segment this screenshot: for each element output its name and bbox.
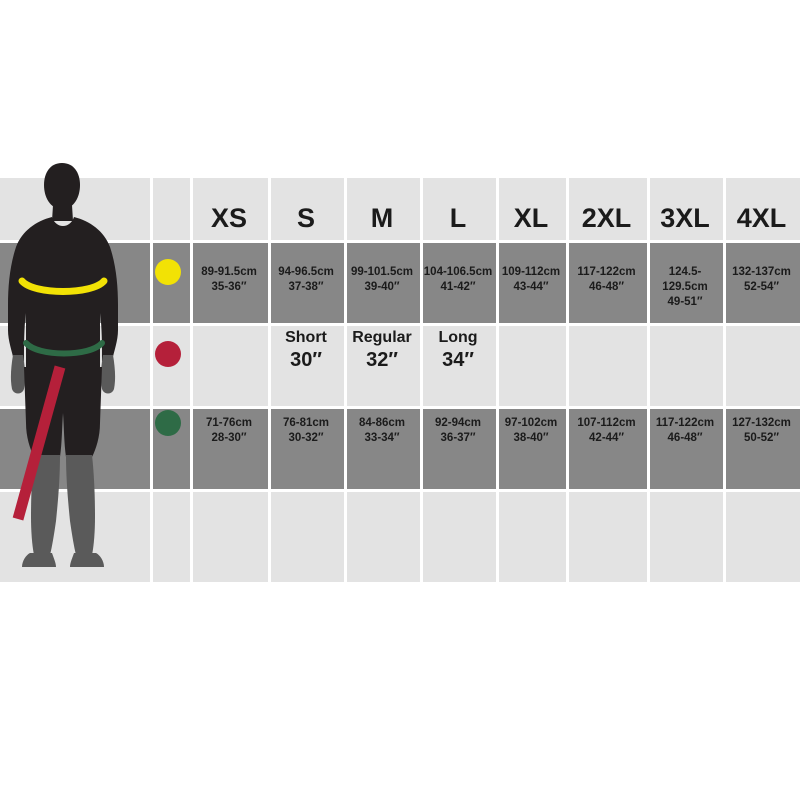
table-cell [723, 416, 800, 446]
cell-cm: 89-91.5cm [201, 266, 257, 278]
body-silhouette [0, 155, 160, 575]
column-header-l: L [449, 203, 467, 233]
cell-in: 46-48″ [667, 432, 703, 444]
cell-cm: 99-101.5cm [350, 266, 414, 278]
cell-in: 49-51″ [667, 296, 703, 308]
cell-cm: 84-86cm [358, 417, 406, 429]
cell-cm: 117-122cm [577, 266, 636, 278]
table-cell [344, 416, 420, 446]
table-cell [566, 265, 647, 295]
cell-length: 32″ [366, 349, 398, 371]
cell-label: Short [285, 329, 327, 346]
cell-in: 37-38″ [288, 281, 324, 293]
cell-cm: 94-96.5cm [278, 266, 334, 278]
cell-cm: 107-112cm [577, 417, 636, 429]
table-cell [268, 416, 344, 446]
table-cell [268, 328, 344, 372]
cell-in: 52-54″ [744, 281, 779, 293]
table-cell [190, 265, 268, 295]
cell-in: 36-37″ [440, 432, 476, 444]
table-cell [420, 328, 496, 372]
cell-cm: 124.5-129.5cm [662, 266, 708, 293]
cell-in: 30-32″ [288, 432, 324, 444]
table-cell [190, 416, 268, 446]
cell-in: 43-44″ [513, 281, 549, 293]
table-cell [420, 265, 496, 295]
table-cell [496, 265, 566, 295]
column-header-xl: XL [513, 203, 549, 233]
cell-in: 46-48″ [589, 281, 624, 293]
cell-cm: 132-137cm [732, 266, 791, 278]
cell-length: 34″ [442, 349, 474, 371]
cell-in: 35-36″ [211, 281, 247, 293]
cell-cm: 76-81cm [282, 417, 330, 429]
cell-in: 33-34″ [364, 432, 400, 444]
cell-cm: 117-122cm [655, 417, 715, 429]
cell-cm: 127-132cm [732, 417, 791, 429]
cell-length: 30″ [290, 349, 322, 371]
column-header-s: S [296, 203, 315, 233]
cell-label: Long [438, 329, 478, 346]
table-cell [647, 265, 723, 310]
cell-cm: 97-102cm [504, 417, 558, 429]
cell-cm: 71-76cm [205, 417, 253, 429]
cell-cm: 92-94cm [434, 417, 482, 429]
column-header-4xl: 4XL [736, 203, 787, 233]
table-cell [268, 265, 344, 295]
table-cell [723, 265, 800, 295]
cell-in: 38-40″ [513, 432, 549, 444]
cell-in: 42-44″ [589, 432, 624, 444]
cell-in: 41-42″ [440, 281, 476, 293]
cell-in: 39-40″ [364, 281, 400, 293]
column-header-xs: XS [210, 203, 248, 233]
column-header-m: M [370, 203, 394, 233]
cell-label: Regular [352, 329, 412, 346]
cell-in: 28-30″ [211, 432, 247, 444]
table-cell [420, 416, 496, 446]
table-cell [566, 416, 647, 446]
column-header-2xl: 2XL [581, 203, 632, 233]
table-cell [496, 416, 566, 446]
table-cell [344, 328, 420, 372]
cell-cm: 109-112cm [501, 266, 561, 278]
column-header-3xl: 3XL [660, 203, 710, 233]
cell-in: 50-52″ [744, 432, 779, 444]
table-cell [344, 265, 420, 295]
table-cell [647, 416, 723, 446]
cell-cm: 104-106.5cm [423, 266, 493, 278]
